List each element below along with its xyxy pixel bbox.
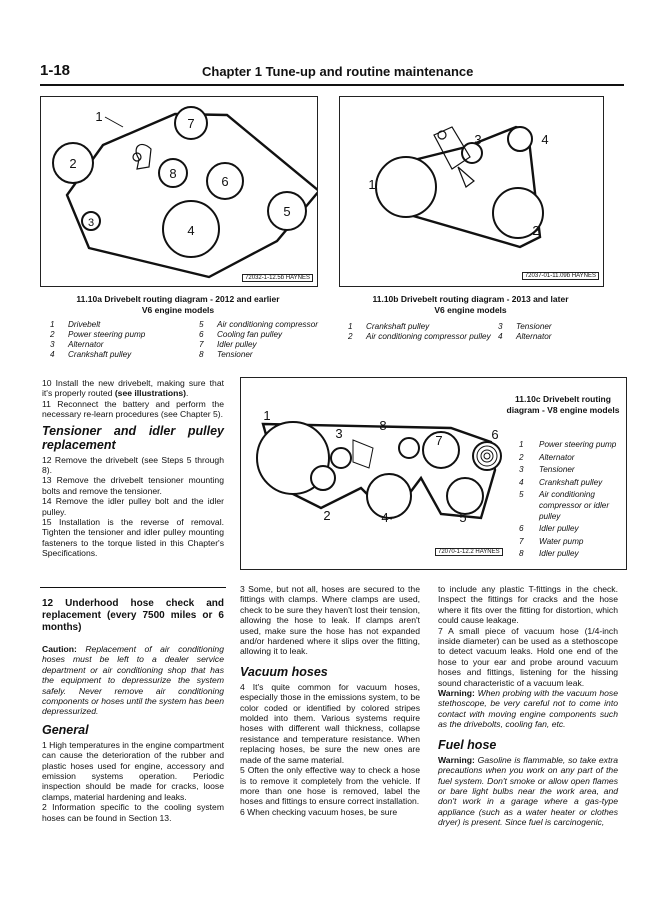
legend-num: 1 bbox=[348, 322, 353, 331]
legend-num: 8 bbox=[199, 350, 204, 359]
legend-num: 7 bbox=[199, 340, 204, 349]
figure-11-10b-legend bbox=[348, 322, 608, 342]
text: 10 Install the new drivebelt, making sure that it's properly routed bbox=[42, 378, 224, 399]
paragraph-14: 14 Remove the idler pulley bolt and the idler pulley. bbox=[42, 496, 224, 517]
legend-text: Tensioner bbox=[516, 322, 552, 331]
page-number: 1-18 bbox=[40, 62, 71, 79]
legend-text: Alternator bbox=[516, 332, 552, 341]
legend-num: 5 bbox=[199, 320, 204, 329]
figure-11-10b-caption bbox=[339, 294, 602, 316]
legend-num: 1 bbox=[519, 440, 524, 449]
caution-paragraph bbox=[42, 644, 224, 717]
pulley-label: 2 bbox=[69, 156, 77, 171]
legend-num: 8 bbox=[519, 549, 524, 559]
pulley-label: 3 bbox=[87, 217, 95, 229]
pulley-label: 1 bbox=[95, 109, 103, 124]
figure-reference: 72070-1-12.2 HAYNES bbox=[435, 548, 503, 556]
pulley-label: 6 bbox=[491, 427, 499, 442]
figure-reference: 72032-1-12.5b HAYNES bbox=[242, 274, 313, 282]
legend-num: 6 bbox=[199, 330, 204, 339]
header-rule bbox=[40, 84, 624, 86]
text: . bbox=[185, 388, 189, 399]
legend-num: 6 bbox=[519, 524, 524, 534]
paragraph-g2: 2 Information specific to the cooling system hoses can be found in Section 13. bbox=[42, 802, 224, 823]
pulley-label: 7 bbox=[187, 116, 195, 131]
warning-label: Warning: bbox=[438, 688, 475, 699]
text: When probing with the vacuum hose stethoscope, be very careful not to come into contact with moving engine components such as the drivebolts, cooling fan, etc. bbox=[438, 688, 618, 730]
text: Replacement of air conditioning hoses must be left to a dealer service department or air conditioning shop that has the equipment to depressurize the system safely. Never remove air conditioning components or hoses until the system has been depressurized. bbox=[42, 644, 225, 717]
pulley-label: 7 bbox=[435, 433, 443, 448]
legend-text: Air conditioning compressor or idler pulley bbox=[539, 490, 610, 521]
legend-text: Air conditioning compressor pulley bbox=[366, 332, 491, 341]
legend-text: Alternator bbox=[539, 452, 575, 462]
legend-text: Crankshaft pulley bbox=[539, 477, 603, 487]
figure-11-10a-caption bbox=[40, 294, 316, 316]
text: (see illustrations) bbox=[114, 388, 186, 399]
legend-num: 3 bbox=[498, 322, 503, 331]
section-title-12: 12 Underhood hose check and replacement (every 7500 miles or 6 months) bbox=[42, 598, 224, 633]
legend-num: 3 bbox=[519, 465, 524, 475]
column-2 bbox=[240, 584, 420, 817]
warning-label: Warning: bbox=[438, 754, 475, 765]
figure-11-10a-legend bbox=[50, 320, 322, 360]
figure-11-10c bbox=[240, 377, 627, 570]
legend-text: Crankshaft pulley bbox=[68, 350, 132, 359]
paragraph-12: 12 Remove the drivebelt (see Steps 5 through 8). bbox=[42, 454, 224, 476]
legend-text: Crankshaft pulley bbox=[366, 322, 430, 331]
legend-num: 4 bbox=[498, 332, 503, 341]
paragraph-6: 6 When checking vacuum hoses, be sure bbox=[240, 806, 398, 817]
pulley-label: 2 bbox=[323, 508, 331, 523]
figure-11-10c-caption: 11.10c Drivebelt routing diagram - V8 engine models bbox=[506, 394, 620, 415]
pulley-label: 4 bbox=[187, 223, 195, 238]
section-heading-general: General bbox=[42, 722, 89, 737]
column-1-upper bbox=[42, 378, 224, 559]
text: Gasoline is flammable, so take extra precautions when you work on any part of the fuel system. Don't smoke or allow open flames or bare light bulbs near the work area, and don't work in a garage where a gas-type appliance (such as a water heater or clothes dryer) is present. Since fuel is carcinogenic, bbox=[438, 754, 618, 828]
pulley-label: 8 bbox=[379, 418, 387, 433]
pulley-label: 1 bbox=[263, 408, 271, 423]
figure-11-10b bbox=[339, 96, 604, 287]
pulley-label: 5 bbox=[459, 510, 467, 525]
paragraph-13: 13 Remove the drivebelt tensioner mounting bolts and remove the tensioner. bbox=[42, 475, 224, 496]
legend-num: 2 bbox=[50, 330, 55, 339]
drivebelt-diagram-v8 bbox=[241, 378, 521, 569]
legend-text: Alternator bbox=[68, 340, 104, 349]
legend-text: Tensioner bbox=[539, 465, 575, 475]
legend-num: 7 bbox=[519, 536, 524, 546]
legend-text: Cooling fan pulley bbox=[217, 330, 283, 339]
paragraph-15: 15 Installation is the reverse of removal. Tighten the tensioner and idler pulley mounting fasteners to the torque listed in this Chapter's Specifications. bbox=[42, 517, 224, 559]
legend-num: 2 bbox=[519, 452, 524, 462]
paragraph-6-continued: to include any plastic T-fittings in the check. Inspect the fittings for cracks and the hose where it fits over the fitting for distortion, which could cause leakage. bbox=[438, 584, 618, 626]
paragraph-5: 5 Often the only effective way to check a hose is to remove it completely from the vehicle. If more than one hose is removed, label the hoses and fittings to ensure correct installation. bbox=[240, 765, 420, 807]
drivebelt-diagram-v6-late bbox=[340, 97, 603, 286]
caption-line: V6 engine models bbox=[434, 305, 507, 315]
legend-text: Water pump bbox=[539, 536, 584, 546]
paragraph-11: 11 Reconnect the battery and perform the necessary re-learn procedures (see Chapter 5). bbox=[42, 398, 224, 420]
section-heading-vacuum: Vacuum hoses bbox=[240, 664, 328, 679]
pulley-label: 1 bbox=[368, 177, 376, 192]
pulley-label: 6 bbox=[221, 174, 229, 189]
pulley-label: 4 bbox=[381, 510, 389, 525]
paragraph-4: 4 It's quite common for vacuum hoses, especially those in the emissions system, to be color coded or identified by colored stripes molded into them. Various systems require hoses with different wall thickness, collapse resistance and temperature resistance. When replacing hoses, be sure the new ones are made of the same material. bbox=[240, 681, 420, 765]
legend-text: Idler pulley bbox=[217, 340, 257, 349]
paragraph-3: 3 Some, but not all, hoses are secured to the fittings with clamps. Where clamps are used, check to be sure they haven't lost their tension, allowing the hose to leak. If clamps aren't used, make sure the hose has not expanded and/or hardened where it slips over the fitting, allowing it to leak. bbox=[240, 584, 420, 657]
legend-text: Tensioner bbox=[217, 350, 253, 359]
caption-line: 11.10b Drivebelt routing diagram - 2013 and later bbox=[372, 294, 569, 304]
warning-paragraph-1 bbox=[438, 688, 618, 730]
pulley-label: 5 bbox=[283, 204, 291, 219]
figure-11-10c-legend bbox=[517, 438, 621, 562]
legend-num: 4 bbox=[519, 477, 524, 487]
figure-11-10a bbox=[40, 96, 318, 287]
section-heading-fuel: Fuel hose bbox=[438, 737, 497, 752]
legend-text: Drivebelt bbox=[68, 320, 101, 329]
legend-num: 5 bbox=[519, 490, 524, 500]
column-1-lower bbox=[42, 598, 224, 823]
pulley-label: 3 bbox=[335, 426, 343, 441]
pulley-label: 4 bbox=[541, 132, 549, 147]
pulley-label: 2 bbox=[532, 223, 540, 238]
caption-line: V6 engine models bbox=[141, 305, 215, 315]
section-rule bbox=[40, 587, 226, 588]
chapter-title: Chapter 1 Tune-up and routine maintenance bbox=[202, 64, 474, 79]
paragraph-g1: 1 High temperatures in the engine compartment can cause the deterioration of the rubber and plastic hoses used for engine, accessory and emission systems operation. Periodic inspection should be made for cracks, loose clamps, material hardening and leaks. bbox=[42, 739, 225, 802]
legend-text: Power steering pump bbox=[539, 440, 617, 449]
legend-text: Idler pulley bbox=[539, 549, 579, 559]
section-heading-tensioner: Tensioner and idler pulley replacement bbox=[42, 423, 224, 452]
paragraph-10 bbox=[42, 378, 224, 399]
paragraph-7: 7 A small piece of vacuum hose (1/4-inch inside diameter) can be used as a stethoscope to detect vacuum leaks. Hold one end of the hose to your ear and probe around vacuum hoses and fittings, listening for the hissing sound characteristic of a vacuum leak. bbox=[438, 625, 618, 688]
pulley-label: 3 bbox=[474, 132, 482, 147]
legend-num: 4 bbox=[50, 350, 55, 359]
legend-num: 2 bbox=[348, 332, 353, 341]
legend-text: Idler pulley bbox=[539, 524, 579, 534]
caution-label: Caution: bbox=[42, 644, 77, 654]
column-3 bbox=[438, 584, 618, 828]
legend-text: Air conditioning compressor bbox=[217, 320, 319, 329]
warning-paragraph-2 bbox=[438, 755, 618, 828]
legend-text: Power steering pump bbox=[68, 330, 146, 339]
legend-num: 3 bbox=[50, 340, 55, 349]
drivebelt-diagram-v6-early bbox=[41, 97, 317, 286]
legend-num: 1 bbox=[50, 320, 55, 329]
pulley-label: 8 bbox=[169, 166, 177, 181]
caption-line: 11.10a Drivebelt routing diagram - 2012 and earlier bbox=[76, 294, 280, 304]
figure-reference: 72037-01-11.09b HAYNES bbox=[522, 272, 599, 280]
